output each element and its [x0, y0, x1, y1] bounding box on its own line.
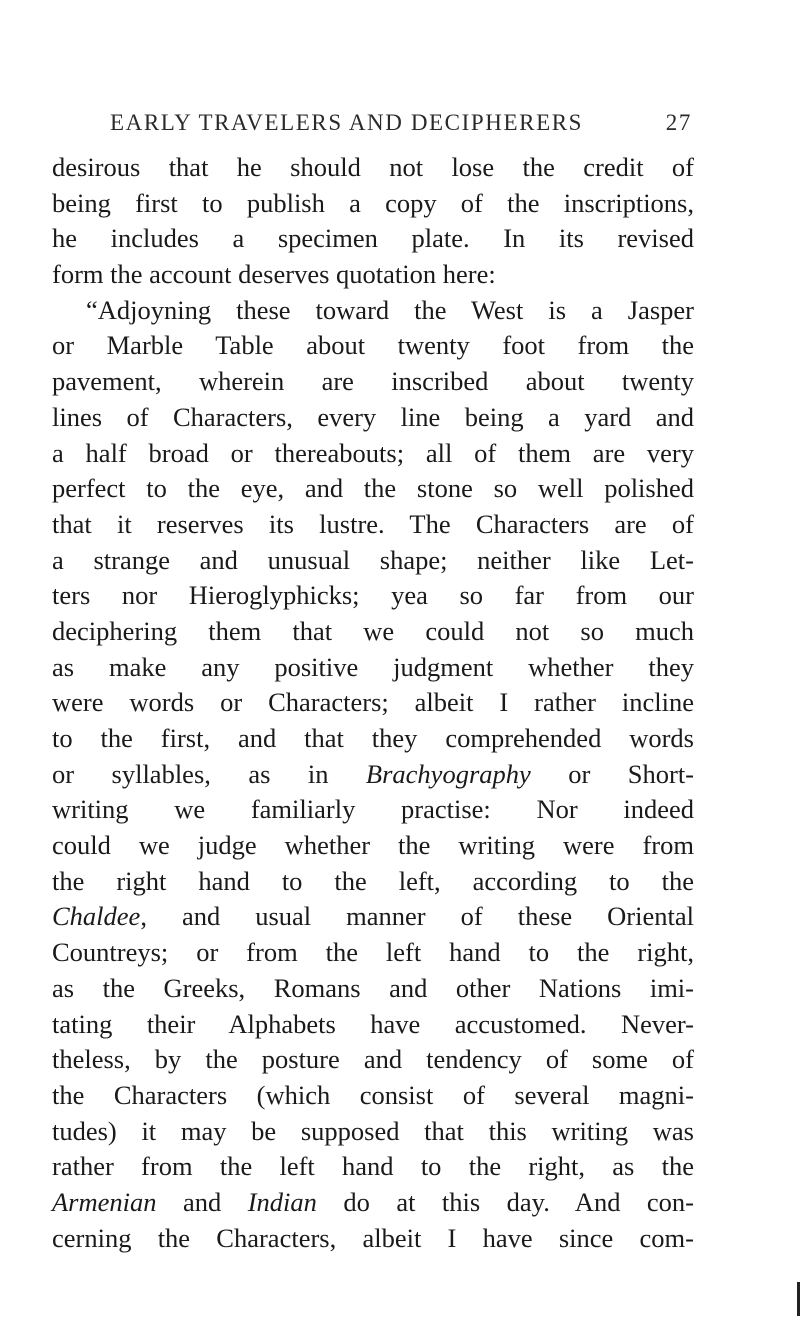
text-line: Chaldee, and usual manner of these Oriental — [52, 901, 694, 932]
running-head-title: EARLY TRAVELERS AND DECIPHERERS — [110, 110, 584, 135]
text-line: tudes) it may be supposed that this writing was — [52, 1115, 694, 1146]
text-line: perfect to the eye, and the stone so well polished — [52, 473, 694, 504]
body-text — [52, 150, 694, 1256]
text-line: cerning the Characters, albeit I have since com- — [52, 1222, 694, 1253]
text-line: pavement, wherein are inscribed about twenty — [52, 366, 694, 397]
page-number: 27 — [665, 110, 692, 135]
text-line: or Marble Table about twenty foot from the — [52, 330, 694, 361]
italic-term: Chaldee — [52, 901, 141, 932]
text-line: could we judge whether the writing were from — [52, 830, 694, 861]
text-line: tating their Alphabets have accustomed. Never- — [52, 1008, 694, 1039]
text-line: being first to publish a copy of the inscriptions, — [52, 187, 694, 218]
text-line: the Characters (which consist of several magni- — [52, 1079, 694, 1110]
text-line: theless, by the posture and tendency of some of — [52, 1044, 694, 1075]
italic-term: Brachyography — [365, 758, 531, 789]
text-line: ters nor Hieroglyphicks; yea so far from our — [52, 580, 694, 611]
text-line: writing we familiarly practise: Nor indeed — [52, 794, 694, 825]
quotation-start-line: “Adjoyning these toward the West is a Jasper — [86, 294, 694, 325]
text-line: the right hand to the left, according to the — [52, 865, 694, 896]
text-line: as make any positive judgment whether they — [52, 651, 694, 682]
text-line: or syllables, as in Brachyography or Short- — [52, 758, 695, 789]
text-line: deciphering them that we could not so much — [52, 615, 694, 646]
text-line: a strange and unusual shape; neither like Let- — [52, 544, 694, 575]
text-line: that it reserves its lustre. The Characters are of — [52, 508, 694, 539]
text-line: to the first, and that they comprehended words — [52, 723, 694, 753]
text-line: were words or Characters; albeit I rather incline — [52, 687, 694, 718]
text-line: he includes a specimen plate. In its revised — [52, 223, 694, 254]
text-line: rather from the left hand to the right, as the — [52, 1151, 694, 1182]
text-line: a half broad or thereabouts; all of them are very — [52, 437, 694, 468]
text-line: Countreys; or from the left hand to the right, — [52, 937, 694, 968]
text-line: as the Greeks, Romans and other Nations imi- — [52, 972, 694, 1003]
italic-term: Armenian — [52, 1186, 157, 1217]
text-line: desirous that he should not lose the credit of — [52, 152, 694, 182]
text-line: lines of Characters, every line being a yard and — [52, 401, 694, 432]
text-line: form the account deserves quotation here: — [52, 259, 496, 290]
running-head — [110, 110, 692, 136]
italic-term: Indian — [247, 1186, 317, 1217]
text-line: Armenian and Indian do at this day. And con- — [52, 1186, 694, 1217]
